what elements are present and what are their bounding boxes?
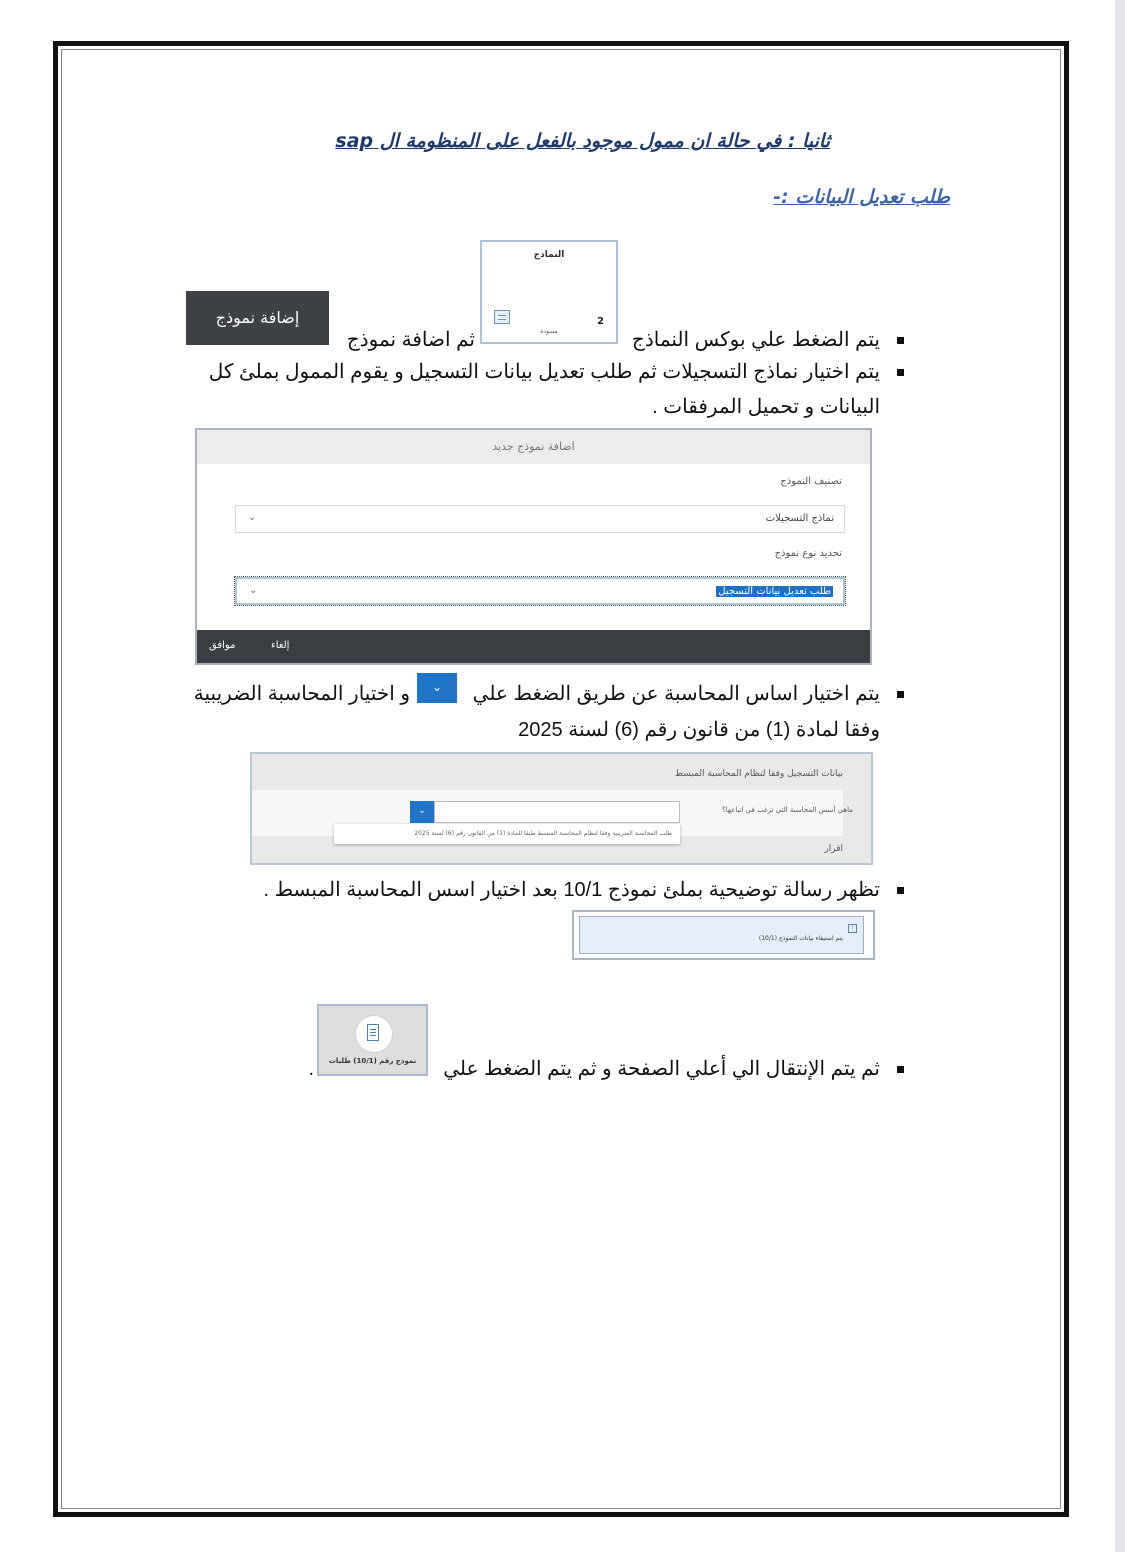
bullet bbox=[897, 369, 904, 376]
step2-line2: البيانات و تحميل المرفقات . bbox=[652, 396, 880, 418]
chevron-down-icon: ⌄ bbox=[431, 680, 443, 694]
step4-text: تظهر رسالة توضيحية بملئ نموذج 10/1 بعد اختيار اسس المحاسبة المبسط . bbox=[263, 879, 880, 901]
dropdown-option[interactable]: طلب المحاسبة الضريبية وفقا لنظام المحاسبة المبسط طبقا للمادة (1) من القانون رقم (6) لسنة 2025 bbox=[334, 824, 680, 844]
category-value: نماذج التسجيلات bbox=[765, 513, 834, 524]
bullet bbox=[897, 887, 904, 894]
add-form-button[interactable]: إضافة نموذج bbox=[186, 291, 329, 345]
info-message-box bbox=[572, 910, 875, 960]
dialog-title: اضافة نموذج جديد bbox=[197, 430, 870, 464]
step2-line1: يتم اختيار نماذج التسجيلات ثم طلب تعديل بيانات التسجيل و يقوم الممول بملئ كل bbox=[208, 361, 880, 383]
dialog-footer bbox=[197, 630, 870, 663]
models-tile-title: النماذج bbox=[533, 250, 565, 260]
section-heading: ثانيا : في حالة ان ممول موجود بالفعل على المنظومة ال sap bbox=[335, 130, 830, 152]
scrollbar-strip bbox=[1115, 0, 1125, 1552]
category-select[interactable] bbox=[235, 505, 845, 533]
document-icon bbox=[367, 1024, 379, 1041]
chevron-down-icon: ⌄ bbox=[248, 512, 257, 523]
chevron-down-icon: ⌄ bbox=[249, 585, 258, 596]
step5-trailing: . bbox=[308, 1058, 314, 1080]
type-value: طلب تعديل بيانات التسجيل bbox=[718, 586, 831, 597]
acknowledgement-label: اقرار bbox=[824, 844, 843, 854]
bullet bbox=[897, 691, 904, 698]
accounting-basis-input[interactable] bbox=[434, 801, 680, 823]
chevron-down-icon: ⌄ bbox=[418, 806, 426, 816]
cancel-button[interactable]: إلغاء bbox=[271, 640, 290, 651]
list-document-icon bbox=[494, 310, 510, 324]
dropdown-button-sample bbox=[417, 673, 457, 703]
category-label: تصنيف النموذج bbox=[780, 476, 842, 487]
step1-text-b: ثم اضافة نموذج bbox=[346, 329, 475, 351]
models-tile-subtitle: مسودة bbox=[540, 328, 558, 335]
models-tile[interactable] bbox=[480, 240, 618, 344]
message-text: يتم استيفاء بيانات النموذج (10/1) bbox=[758, 935, 843, 942]
type-select[interactable] bbox=[235, 577, 845, 605]
subsection-heading: طلب تعديل البيانات :- bbox=[773, 186, 950, 208]
accounting-dropdown-button[interactable] bbox=[410, 801, 434, 823]
info-icon: i bbox=[848, 924, 857, 933]
accounting-basis-panel bbox=[250, 752, 873, 865]
accounting-question-label: ماهي أسس المحاسبة التي ترغب في اتباعها؟ bbox=[722, 806, 853, 814]
message-body bbox=[579, 916, 864, 954]
bullet bbox=[897, 1066, 904, 1073]
step3-line2: وفقا لمادة (1) من قانون رقم (6) لسنة 2025 bbox=[518, 719, 880, 741]
step1-text-a: يتم الضغط علي بوكس النماذج bbox=[631, 329, 880, 351]
ok-button[interactable]: موافق bbox=[209, 640, 236, 651]
models-tile-count: 2 bbox=[597, 316, 604, 327]
add-new-form-dialog bbox=[195, 428, 872, 665]
step3-text-a: يتم اختيار اساس المحاسبة عن طريق الضغط علي bbox=[472, 683, 880, 705]
panel-title: بيانات التسجيل وفقا لنظام المحاسبة المبسط bbox=[674, 769, 843, 779]
form-10-1-tile[interactable] bbox=[317, 1004, 428, 1076]
step5-text: ثم يتم الإنتقال الي أعلي الصفحة و ثم يتم الضغط علي bbox=[443, 1058, 880, 1080]
step3-text-b: و اختيار المحاسبة الضريبية bbox=[193, 683, 410, 705]
type-label: تحديد نوع نموذج bbox=[774, 548, 842, 559]
form-tile-label: نموذج رقم (10/1) طلبات bbox=[328, 1057, 417, 1065]
bullet bbox=[897, 337, 904, 344]
